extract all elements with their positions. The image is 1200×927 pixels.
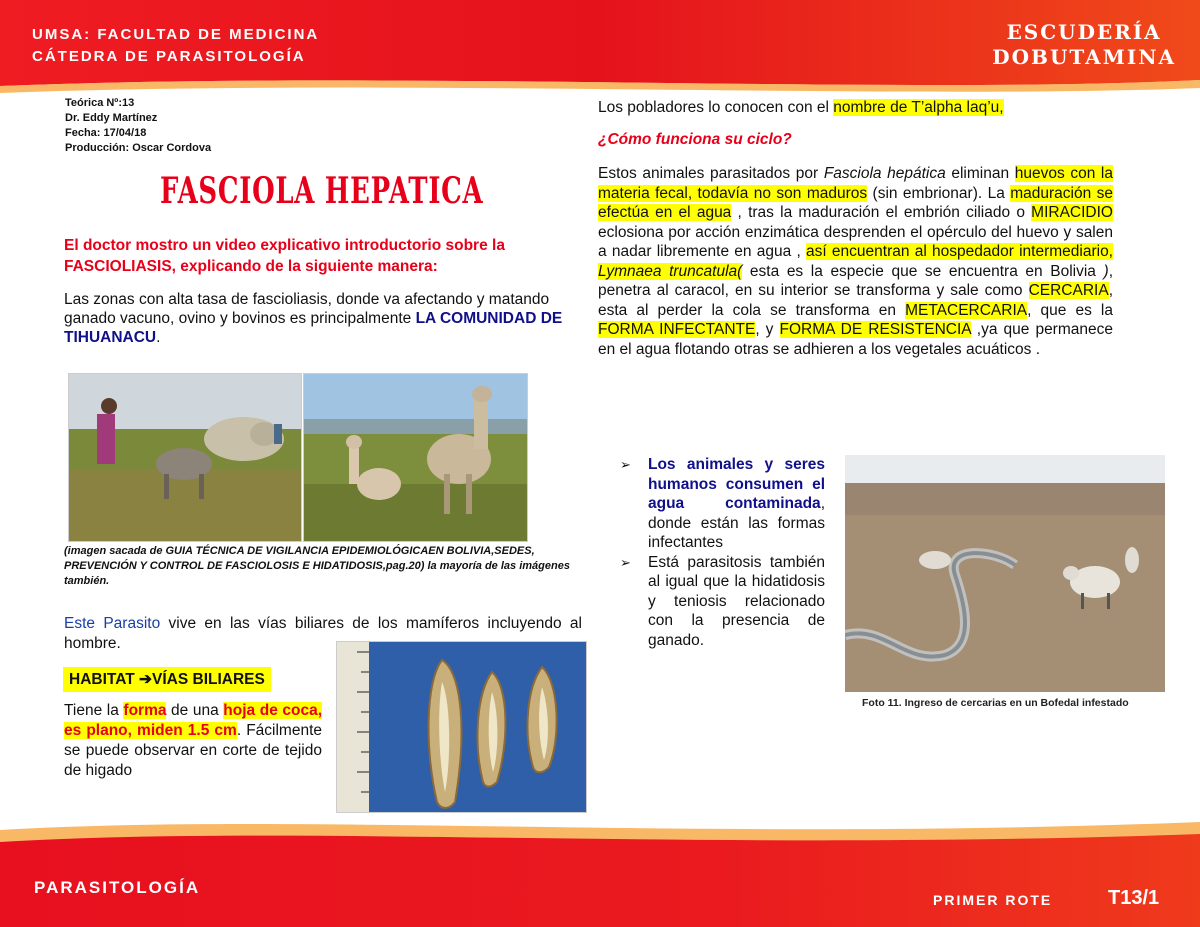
- forma-text-2: de una: [166, 702, 224, 719]
- ciclo-h-miracidio: MIRACIDIO: [1031, 204, 1113, 221]
- arrow-right-icon: ➔: [139, 671, 153, 688]
- ciclo-h-resistencia: FORMA DE RESISTENCIA: [779, 321, 971, 338]
- footer-subject: PARASITOLOGÍA: [34, 878, 201, 897]
- pobladores-line: [598, 98, 1113, 118]
- photo-sheep-farm: [68, 373, 302, 542]
- image-caption: [64, 544, 584, 589]
- ciclo-t2: (sin embrionar). La: [867, 184, 1011, 202]
- meta-doctor: Dr. Eddy Martínez: [65, 112, 158, 124]
- lecture-meta: [65, 96, 211, 156]
- meta-teorica: Teórica Nº:13: [65, 97, 135, 109]
- arrow-bullet-icon: ➢: [620, 457, 631, 472]
- photo-llamas: [303, 373, 528, 542]
- ciclo-t9: ,ya que permanece en el agua flotando otras se adhieren a los vegetales acuáticos .: [598, 321, 1113, 358]
- ciclo-t5-paren: ): [1103, 262, 1109, 280]
- meta-produccion: Producción: Oscar Cordova: [65, 142, 212, 154]
- ciclo-h-huevos: huevos con la materia fecal, todavía no son maduros: [598, 165, 1113, 202]
- caption-end: ,pag.20) la mayoría de las imágenes también.: [64, 560, 570, 587]
- header-brand: [992, 20, 1176, 70]
- forma-size: hoja de coca, es plano, miden 1.5 cm: [64, 702, 323, 739]
- brand-line1: ESCUDERÍA: [1006, 20, 1162, 44]
- bullet1-rest: , donde están las formas infectantes: [648, 495, 825, 551]
- ciclo-t7: , que es la: [1027, 301, 1113, 319]
- ciclo-paragraph: [598, 164, 1113, 359]
- ciclo-h-maduracion: maduración se efectúa en el agua: [598, 184, 1113, 221]
- ciclo-question: ¿Cómo funciona su ciclo?: [598, 131, 792, 148]
- forma-paragraph: [64, 701, 322, 781]
- pobladores-name: nombre de T’alpha laq’u,: [833, 99, 1004, 116]
- ciclo-t5: esta es la especie que se encuentra en Bolivia: [742, 262, 1104, 280]
- ciclo-h-infectante: FORMA INFECTANTE: [598, 321, 756, 338]
- forma-word: forma: [123, 702, 167, 719]
- parasito-label: Este Parasito: [64, 615, 161, 632]
- pobladores-text: Los pobladores lo conocen con el: [598, 99, 834, 116]
- zonas-text: Las zonas con alta tasa de fascioliasis, donde va afectando y matando ganado vacuno, ovino y bovinos es principalmente: [64, 291, 550, 327]
- photo-fasciola-specimens: [336, 641, 587, 813]
- habitat-banner: [63, 667, 271, 692]
- bullet1-bold: Los animales y seres humanos consumen el agua contaminada: [648, 456, 825, 512]
- bullet2-text: Está parasitosis también al igual que la hidatidosis y teniosis relacionado con la presencia de ganado.: [648, 553, 825, 649]
- ciclo-t3: , tras la maduración el embrión ciliado o: [731, 204, 1032, 221]
- zonas-community: LA COMUNIDAD DE TIHUANACU: [64, 310, 563, 346]
- ciclo-species: Fasciola hepática: [823, 165, 946, 182]
- forma-text-3: . Fácilmente se puede observar en corte de tejido de higado: [64, 722, 323, 779]
- arrow-bullet-icon: ➢: [620, 554, 631, 570]
- caption-source: GUIA TÉCNICA DE VIGILANCIA EPIDEMIOLÓGICAEN BOLIVIA,SEDES, PREVENCIÓN Y CONTROL DE FASCIOLOSIS E HIDATIDOSIS: [64, 545, 535, 572]
- forma-text-1: Tiene la: [64, 702, 124, 719]
- bofedal-caption: Foto 11. Ingreso de cercarias en un Bofedal infestado: [862, 697, 1129, 709]
- bullet-list: [618, 455, 825, 650]
- footer-page-code: T13/1: [1108, 887, 1160, 909]
- zonas-paragraph: [64, 290, 584, 347]
- ciclo-t1b: eliminan: [945, 165, 1015, 182]
- caption-start: (imagen sacada de: [64, 545, 166, 557]
- list-item: [618, 553, 825, 651]
- intro-text: El doctor mostro un video explicativo introductorio sobre la FASCIOLIASIS, explicando de la siguiente manera:: [64, 237, 505, 275]
- list-item: [618, 455, 825, 553]
- ciclo-t8: , y: [755, 321, 780, 338]
- ciclo-t1: Estos animales parasitados por: [598, 165, 824, 182]
- ciclo-h-lymnaea: Lymnaea truncatula: [598, 262, 738, 280]
- habitat-label: HABITAT: [69, 671, 135, 688]
- ciclo-h-hospedador: así encuentran al hospedador intermediario,: [806, 243, 1113, 260]
- header-catedra: CÁTEDRA DE PARASITOLOGÍA: [32, 48, 306, 65]
- page-title: FASCIOLA HEPATICA: [160, 170, 484, 212]
- brand-line2: DOBUTAMINA: [992, 45, 1176, 69]
- footer-rote: PRIMER ROTE: [933, 892, 1053, 908]
- header-faculty: UMSA: FACULTAD DE MEDICINA: [32, 26, 320, 43]
- habitat-value: VÍAS BILIARES: [152, 671, 265, 688]
- ciclo-t5b: , penetra al caracol, en su interior se transforma y sale como: [598, 262, 1113, 299]
- parasito-text: vive en las vías biliares de los mamíferos incluyendo al hombre.: [64, 615, 582, 652]
- meta-fecha: Fecha: 17/04/18: [65, 127, 147, 139]
- ciclo-h-metacercaria: METACERCARIA: [905, 301, 1028, 319]
- ciclo-h-paren: (: [737, 262, 743, 280]
- ciclo-t4: eclosiona por acción enzimática desprenden el opérculo del huevo y salen a nadar libremente en agua ,: [598, 223, 1113, 260]
- photo-bofedal: [845, 455, 1165, 692]
- header-institution: [32, 24, 319, 68]
- ciclo-t6: , esta al perder la cola se transforma en: [598, 282, 1113, 319]
- ciclo-h-cercaria: CERCARIA: [1028, 282, 1109, 299]
- footer-band: [0, 812, 1200, 927]
- zonas-end: .: [156, 329, 161, 346]
